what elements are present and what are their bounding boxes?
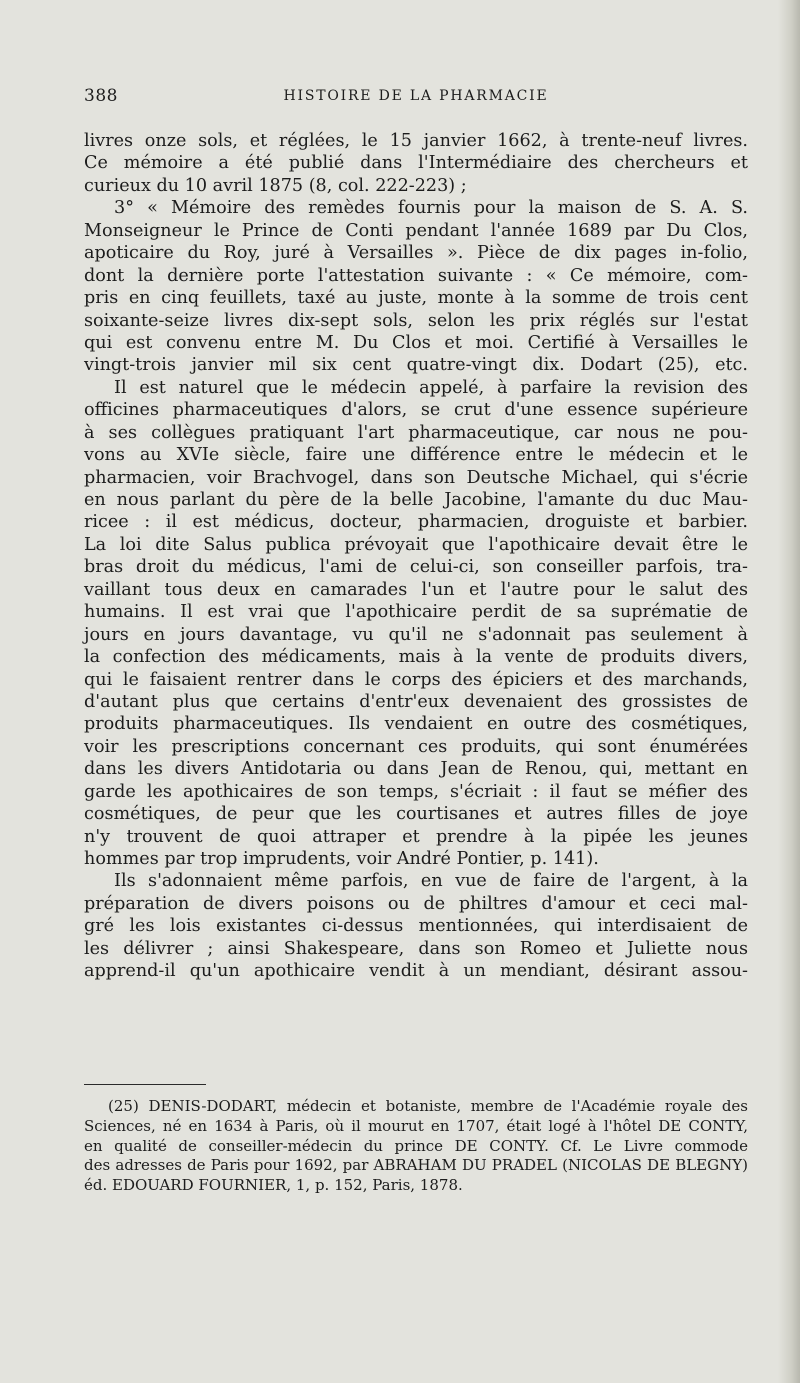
body-line: jours en jours davantage, vu qu'il ne s'adonnait pas seulement à	[84, 624, 748, 645]
body-line: vingt-trois janvier mil six cent quatre-vingt dix. Dodart (25), etc.	[84, 355, 748, 376]
body-line: curieux du 10 avril 1875 (8, col. 222-223) ;	[84, 175, 467, 196]
body-line: Ce mémoire a été publié dans l'Intermédiaire des chercheurs et	[84, 153, 748, 174]
body-line: soixante-seize livres dix-sept sols, selon les prix réglés sur l'estat	[84, 310, 748, 331]
footnote-line: éd. EDOUARD FOURNIER, 1, p. 152, Paris, 1878.	[84, 1176, 463, 1195]
body-line: d'autant plus que certains d'entr'eux devenaient des grossistes de	[84, 691, 748, 712]
body-line: cosmétiques, de peur que les courtisanes et autres filles de joye	[84, 804, 748, 825]
footnote-line: (25) DENIS-DODART, médecin et botaniste, membre de l'Académie royale des	[108, 1097, 748, 1115]
body-line: préparation de divers poisons ou de philtres d'amour et ceci mal-	[84, 893, 748, 914]
body-line: livres onze sols, et réglées, le 15 janvier 1662, à trente-neuf livres.	[84, 131, 748, 151]
body-line: produits pharmaceutiques. Ils vendaient en outre des cosmétiques,	[84, 714, 748, 735]
body-line: ricee : il est médicus, docteur, pharmacien, droguiste et barbier.	[84, 512, 748, 533]
body-line: en nous parlant du père de la belle Jacobine, l'amante du duc Mau-	[84, 490, 748, 510]
body-line: humains. Il est vrai que l'apothicaire perdit de sa suprématie de	[84, 602, 748, 623]
body-line: qui est convenu entre M. Du Clos et moi. Certifié à Versailles le	[84, 332, 748, 353]
body-line: les délivrer ; ainsi Shakespeare, dans son Romeo et Juliette nous	[84, 938, 748, 959]
body-line: vons au XVIe siècle, faire une différence entre le médecin et le	[84, 445, 748, 466]
body-line: n'y trouvent de quoi attraper et prendre à la pipée les jeunes	[84, 826, 748, 847]
body-line: voir les prescriptions concernant ces produits, qui sont énumérées	[84, 736, 748, 757]
footnotes	[84, 1097, 748, 1196]
body-line: Monseigneur le Prince de Conti pendant l'année 1689 par Du Clos,	[84, 220, 748, 241]
body-line: qui le faisaient rentrer dans le corps des épiciers et des marchands,	[84, 669, 748, 690]
body-line: dans les divers Antidotaria ou dans Jean de Renou, qui, mettant en	[84, 759, 748, 780]
footnote-line: en qualité de conseiller-médecin du prince DE CONTY. Cf. Le Livre commode	[84, 1136, 748, 1155]
footnote-line: des adresses de Paris pour 1692, par ABRAHAM DU PRADEL (NICOLAS DE BLEGNY)	[84, 1156, 748, 1175]
body-line: apprend-il qu'un apothicaire vendit à un mendiant, désirant assou-	[84, 961, 748, 982]
running-title: HISTOIRE DE LA PHARMACIE	[283, 88, 549, 104]
body-line: vaillant tous deux en camarades l'un et l'autre pour le salut des	[84, 579, 748, 600]
body-line: La loi dite Salus publica prévoyait que l'apothicaire devait être le	[84, 534, 748, 555]
body-line: 3° « Mémoire des remèdes fournis pour la maison de S. A. S.	[114, 198, 748, 219]
body-line: la confection des médicaments, mais à la vente de produits divers,	[84, 647, 748, 668]
body-text	[84, 130, 748, 983]
body-line: hommes par trop imprudents, voir André Pontier, p. 141).	[84, 849, 599, 869]
body-line: apoticaire du Roy, juré à Versailles ». Pièce de dix pages in-folio,	[84, 243, 748, 264]
page-number: 388	[84, 86, 118, 106]
body-line: officines pharmaceutiques d'alors, se crut d'une essence supérieure	[84, 400, 748, 421]
body-line: garde les apothicaires de son temps, s'écriait : il faut se méfier des	[84, 781, 748, 802]
footnote-line: Sciences, né en 1634 à Paris, où il mourut en 1707, était logé à l'hôtel DE CONTY,	[84, 1116, 748, 1135]
body-line: pris en cinq feuillets, taxé au juste, monte à la somme de trois cent	[84, 288, 748, 309]
footnote-separator	[84, 1084, 206, 1085]
body-line: dont la dernière porte l'attestation suivante : « Ce mémoire, com-	[84, 265, 748, 286]
page-edge-shadow	[778, 0, 800, 1383]
body-line: pharmacien, voir Brachvogel, dans son Deutsche Michael, qui s'écrie	[84, 467, 748, 488]
body-line: Il est naturel que le médecin appelé, à parfaire la revision des	[114, 377, 748, 398]
body-line: Ils s'adonnaient même parfois, en vue de faire de l'argent, à la	[114, 871, 748, 892]
page-header	[84, 86, 748, 110]
body-line: gré les lois existantes ci-dessus mentionnées, qui interdisaient de	[84, 916, 748, 937]
body-line: à ses collègues pratiquant l'art pharmaceutique, car nous ne pou-	[84, 422, 748, 443]
body-line: bras droit du médicus, l'ami de celui-ci, son conseiller parfois, tra-	[84, 557, 748, 578]
